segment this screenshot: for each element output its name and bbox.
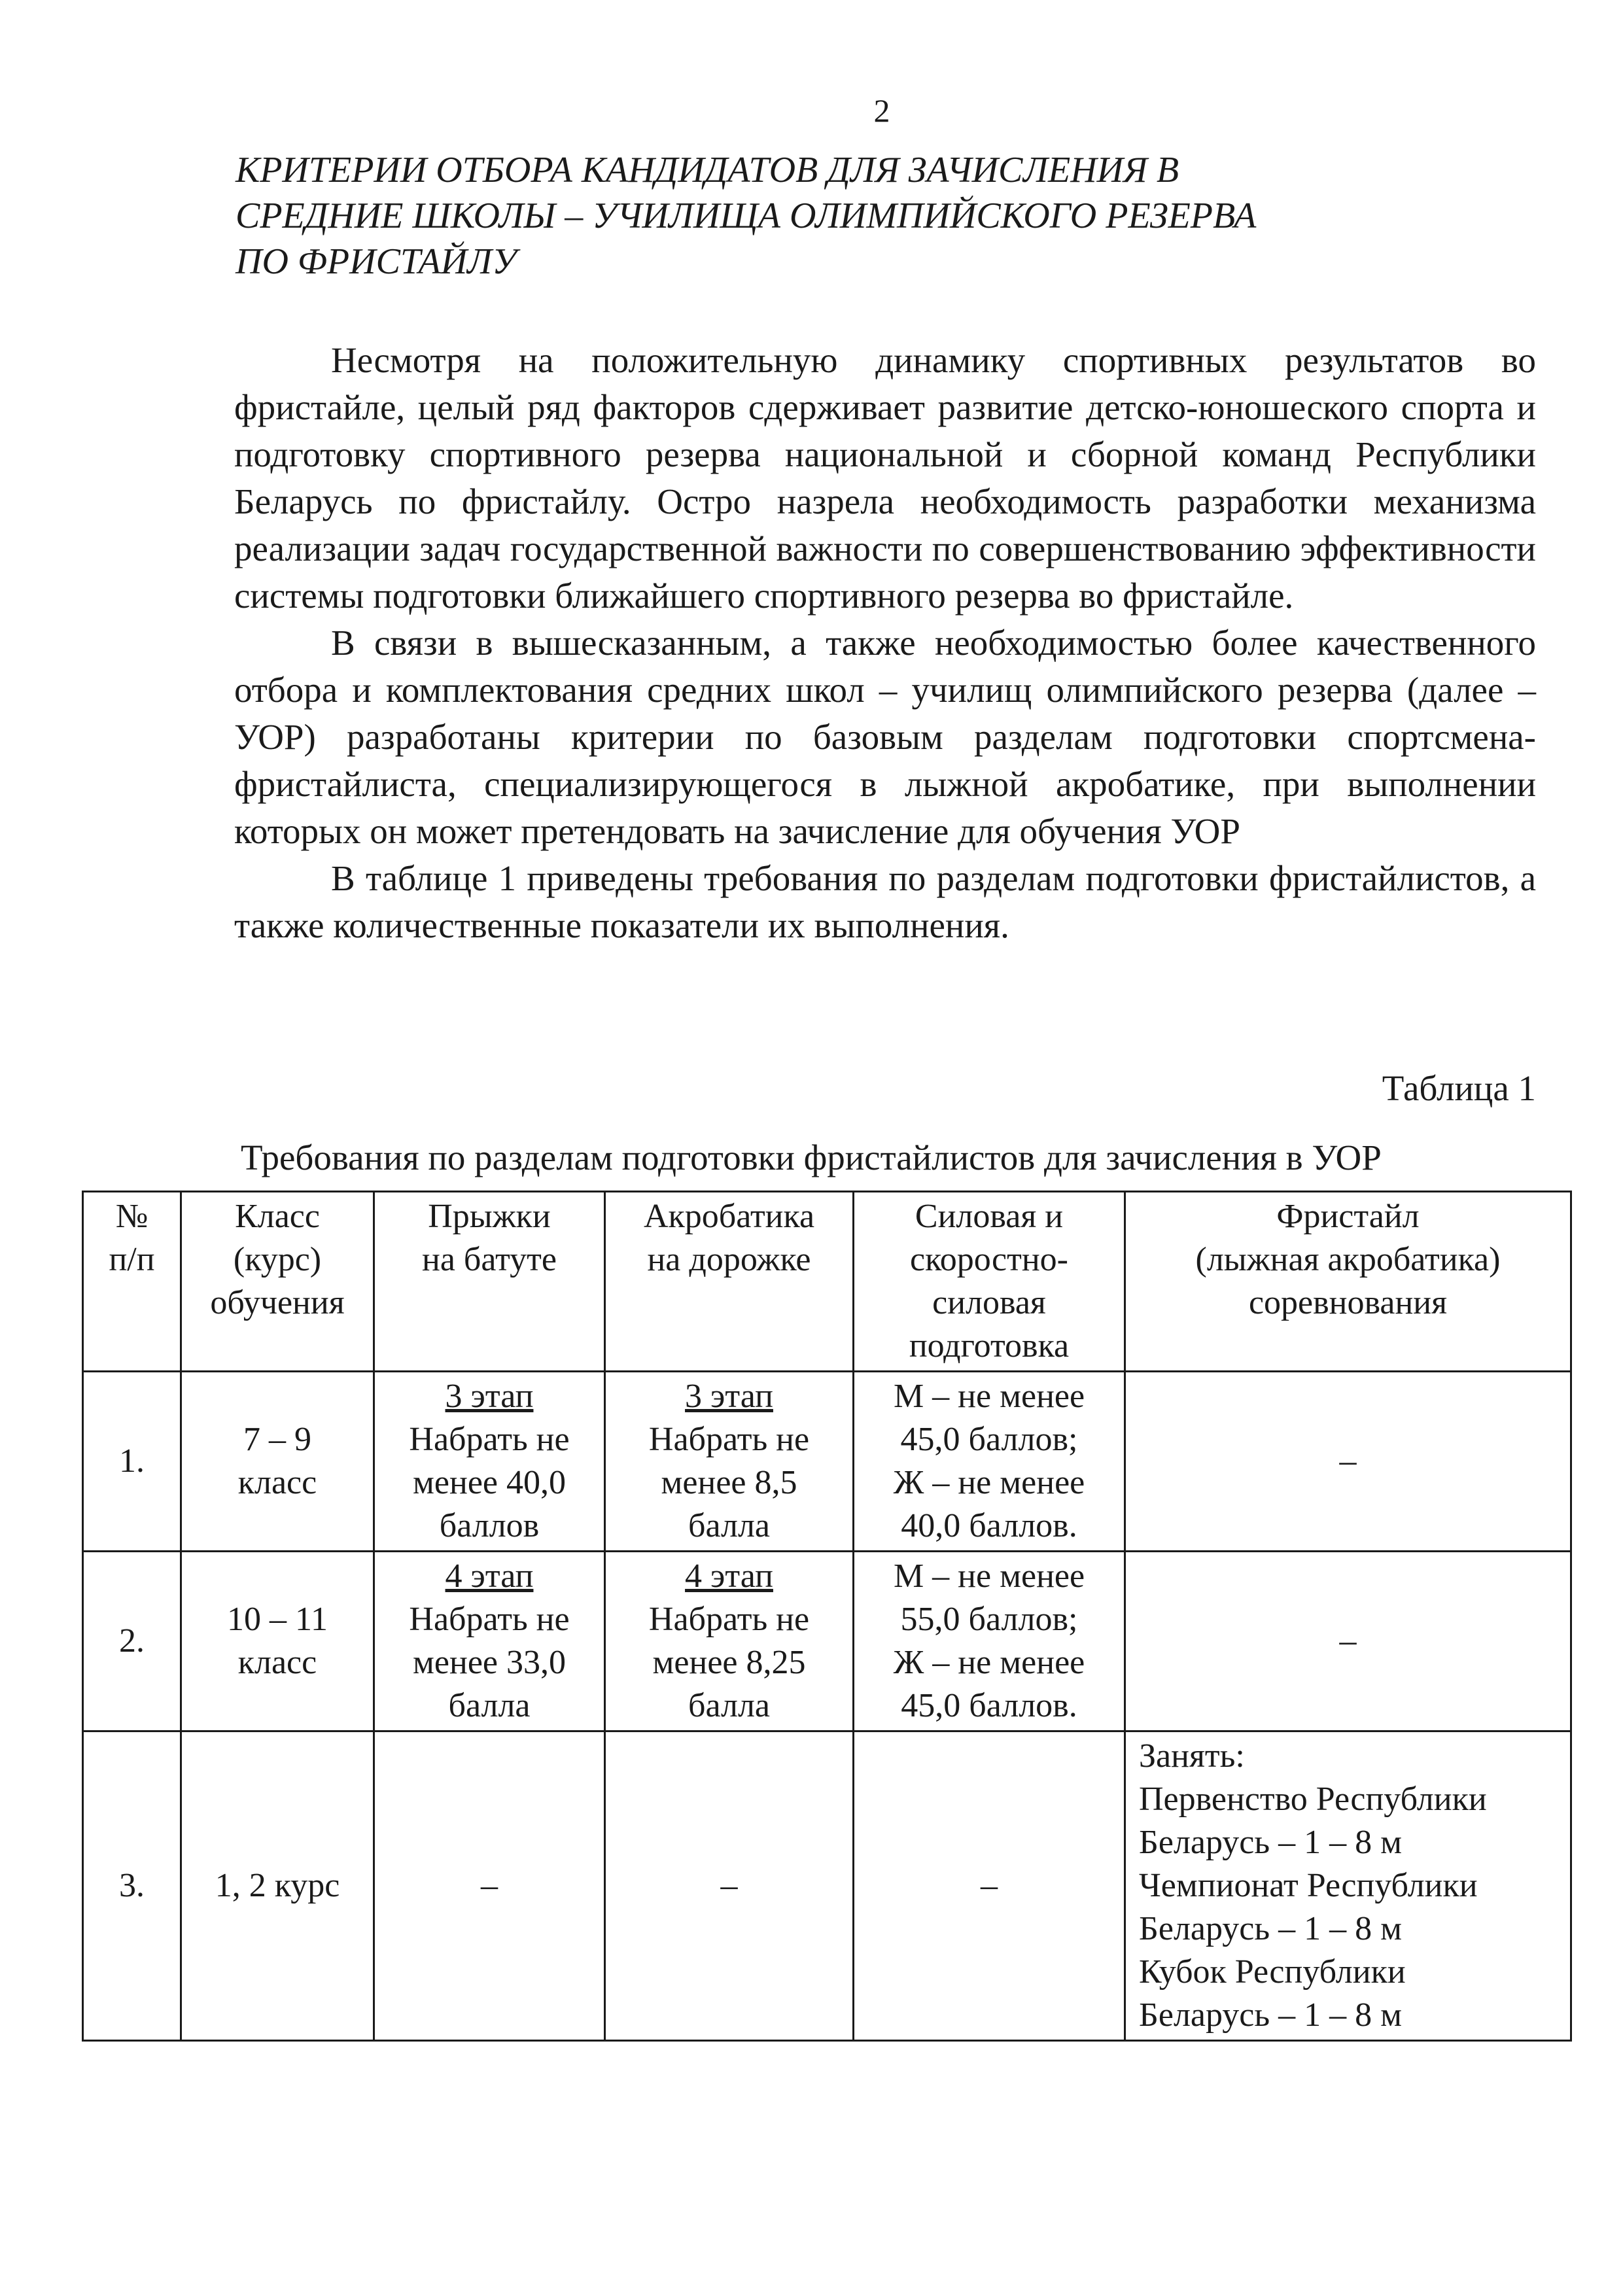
cell-number: 2.	[83, 1552, 181, 1731]
cell-strength: М – не менее 45,0 баллов; Ж – не менее 40,0 баллов.	[854, 1372, 1125, 1552]
header-cell-number: № п/п	[83, 1192, 181, 1372]
cell-freestyle: Занять: Первенство Республики Беларусь – 1 – 8 м Чемпионат Республики Беларусь – 1 – 8 м Кубок Республики Беларусь – 1 – 8 м	[1125, 1731, 1571, 2041]
table-row	[83, 1552, 1571, 1731]
cell-class: 1, 2 курс	[181, 1731, 374, 2041]
header-cell-class: Класс (курс) обучения	[181, 1192, 374, 1372]
heading-line: ПО ФРИСТАЙЛУ	[236, 241, 517, 282]
cell-freestyle: –	[1125, 1552, 1571, 1731]
header-cell-freestyle: Фристайл (лыжная акробатика) соревнования	[1125, 1192, 1571, 1372]
cell-strength: –	[854, 1731, 1125, 2041]
section-heading	[236, 147, 1478, 285]
cell-class: 7 – 9 класс	[181, 1372, 374, 1552]
table-row	[83, 1731, 1571, 2041]
cell-trampoline: 3 этап Набрать не менее 40,0 баллов	[374, 1372, 605, 1552]
paragraph: Несмотря на положительную динамику спортивных результатов во фристайле, целый ряд факторов сдерживает развитие детско-юношеского спорта и подготовку спортивного резерва национальной и сборной команд Республики Беларусь по фристайлу. Остро назрела необходимость разработки механизма реализации задач государственной важности по совершенствованию эффективности системы подготовки ближайшего спортивного резерва во фристайле.	[234, 340, 1536, 616]
heading-line: КРИТЕРИИ ОТБОРА КАНДИДАТОВ ДЛЯ ЗАЧИСЛЕНИЯ В	[236, 150, 1179, 190]
cell-trampoline: –	[374, 1731, 605, 2041]
cell-track: 4 этап Набрать не менее 8,25 балла	[605, 1552, 854, 1731]
cell-number: 1.	[83, 1372, 181, 1552]
body-text	[234, 337, 1536, 949]
cell-strength: М – не менее 55,0 баллов; Ж – не менее 45,0 баллов.	[854, 1552, 1125, 1731]
cell-track: 3 этап Набрать не менее 8,5 балла	[605, 1372, 854, 1552]
table-label: Таблица 1	[1382, 1068, 1536, 1108]
paragraph: В связи в вышесказанным, а также необходимостью более качественного отбора и комплектования средних школ – училищ олимпийского резерва (далее – УОР) разработаны критерии по базовым разделам подготовки спортсмена-фристайлиста, специализирующегося в лыжной акробатике, при выполнении которых он может претендовать на зачисление для обучения УОР	[234, 623, 1536, 851]
cell-class: 10 – 11 класс	[181, 1552, 374, 1731]
page-number: 2	[873, 92, 890, 129]
requirements-table	[82, 1191, 1572, 2042]
header-cell-strength: Силовая и скоростно- силовая подготовка	[854, 1192, 1125, 1372]
table-header-row	[83, 1192, 1571, 1372]
cell-track: –	[605, 1731, 854, 2041]
table-row	[83, 1372, 1571, 1552]
cell-freestyle: –	[1125, 1372, 1571, 1552]
header-cell-track: Акробатика на дорожке	[605, 1192, 854, 1372]
cell-number: 3.	[83, 1731, 181, 2041]
paragraph: В таблице 1 приведены требования по разделам подготовки фристайлистов, а также количественные показатели их выполнения.	[234, 858, 1536, 945]
heading-line: СРЕДНИЕ ШКОЛЫ – УЧИЛИЩА ОЛИМПИЙСКОГО РЕЗЕРВА	[236, 196, 1257, 236]
table-caption: Требования по разделам подготовки фристайлистов для зачисления в УОР	[241, 1138, 1382, 1177]
header-cell-trampoline: Прыжки на батуте	[374, 1192, 605, 1372]
cell-trampoline: 4 этап Набрать не менее 33,0 балла	[374, 1552, 605, 1731]
